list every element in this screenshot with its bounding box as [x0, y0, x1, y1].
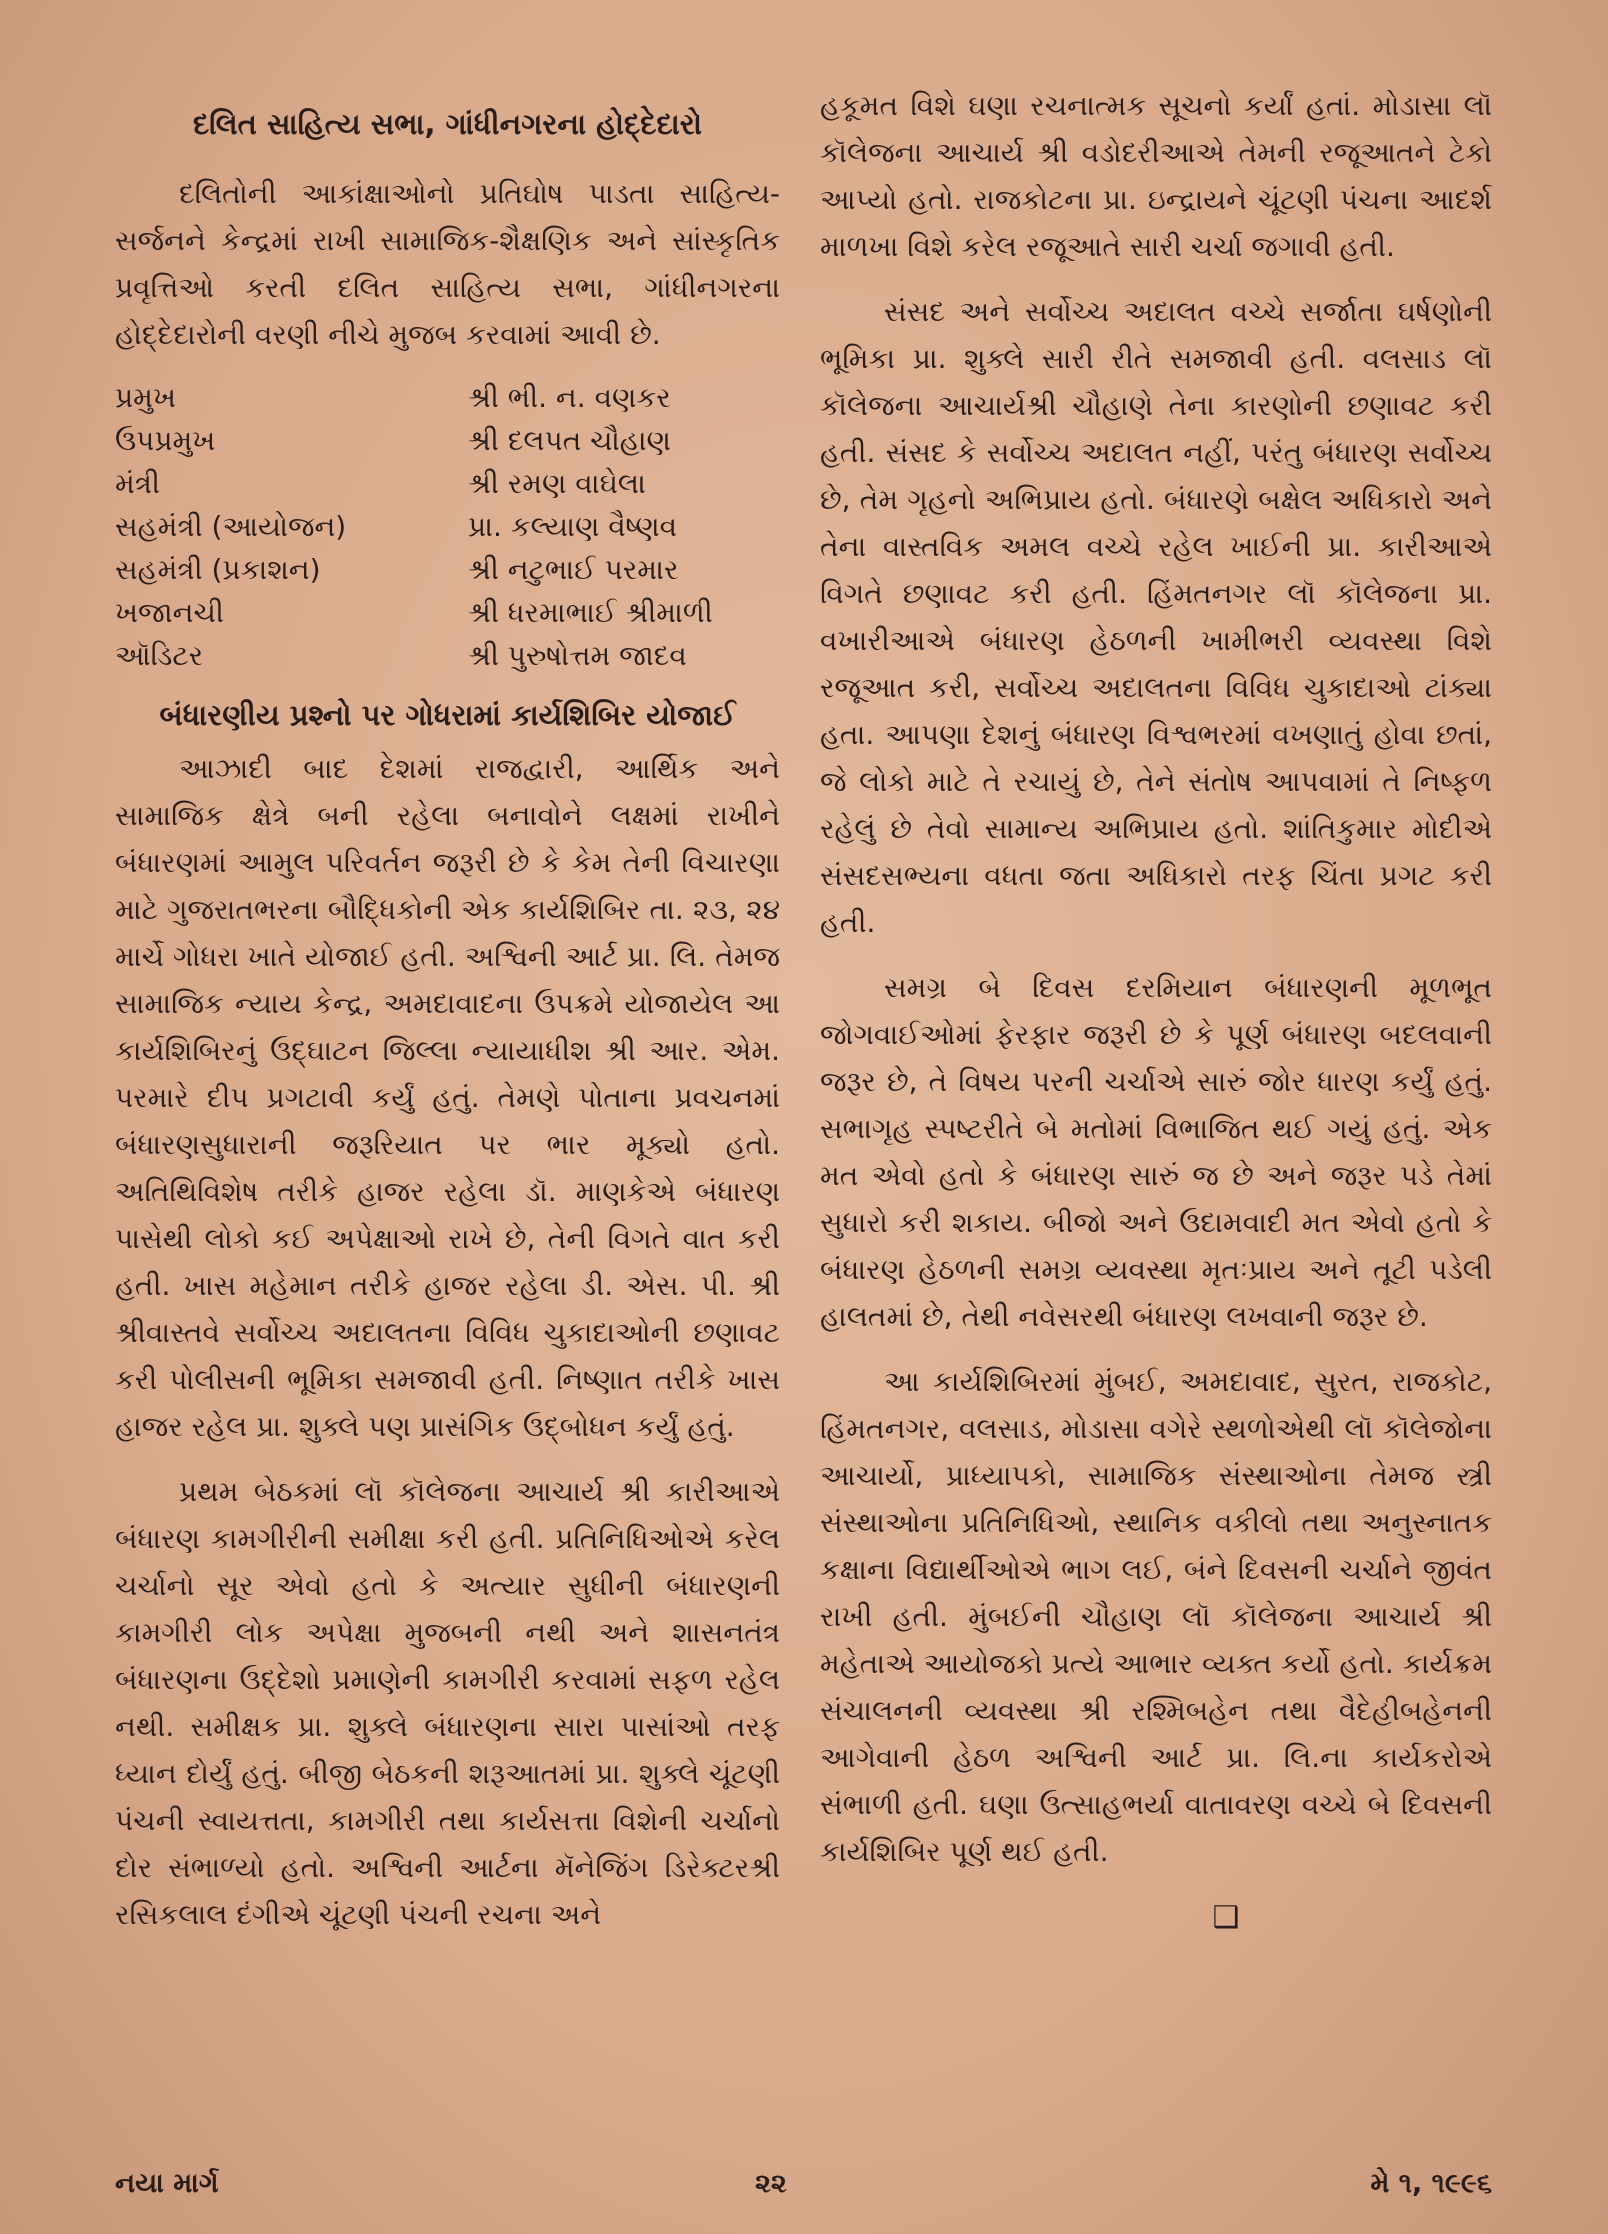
section-heading-office-bearers: દલિત સાહિત્ય સભા, ગાંધીનગરના હોદ્દેદારો: [192, 107, 703, 141]
body-paragraph: આ કાર્યશિબિરમાં મુંબઈ, અમદાવાદ, સુરત, રાજકોટ, હિંમતનગર, વલસાડ, મોડાસા વગેરે સ્થળોએથી લૉ કૉલેજોના આચાર્યો, પ્રાધ્યાપકો, સામાજિક સંસ્થાઓના તેમજ સ્ત્રી સંસ્થાઓના પ્રતિનિધિઓ, સ્થાનિક વકીલો તથા અનુસ્નાતક કક્ષાના વિદ્યાર્થીઓએ ભાગ લઈ, બંને દિવસની ચર્ચાને જીવંત રાખી હતી. મુંબઈની ચૌહાણ લૉ કૉલેજના આચાર્ય શ્રી મહેતાએ આયોજકો પ્રત્યે આભાર વ્યક્ત કર્યો હતો. કાર્યક્રમ સંચાલનની વ્યવસ્થા શ્રી રશ્મિબહેન તથા વૈદેહીબહેનની આગેવાની હેઠળ અશ્વિની આર્ટ પ્રા. લિ.ના કાર્યકરોએ સંભાળી હતી. ઘણા ઉત્સાહભર્યા વાતાવરણ વચ્ચે બે દિવસની કાર્યશિબિર પૂર્ણ થઈ હતી.: [820, 1365, 1492, 1868]
bearer-role: ઉપપ્રમુખ: [115, 424, 216, 457]
intro-paragraph: દલિતોની આકાંક્ષાઓનો પ્રતિઘોષ પાડતા સાહિત્ય-સર્જનને કેન્દ્રમાં રાખી સામાજિક-શૈક્ષણિક અને સાંસ્કૃતિક પ્રવૃત્તિઓ કરતી દલિત સાહિત્ય સભા, ગાંધીનગરના હોદ્દેદારોની વરણી નીચે મુજબ કરવામાં આવી છે.: [115, 177, 780, 351]
issue-date: મે ૧, ૧૯૯૬: [1370, 2168, 1492, 2199]
bearer-role: મંત્રી: [115, 467, 160, 500]
section-heading-workshop: બંધારણીય પ્રશ્નો પર ગોધરામાં કાર્યશિબિર યોજાઈ: [159, 698, 736, 732]
office-bearers-list: [115, 376, 780, 677]
magazine-name: નયા માર્ગ: [115, 2168, 219, 2199]
end-of-article-mark: ❑: [1212, 1900, 1240, 1935]
body-paragraph-continued: હકૂમત વિશે ઘણા રચનાત્મક સૂચનો કર્યાં હતાં. મોડાસા લૉ કૉલેજના આચાર્ય શ્રી વડોદરીઆએ તેમની રજૂઆતને ટેકો આપ્યો હતો. રાજકોટના પ્રા. ઇન્દ્રાયને ચૂંટણી પંચના આદર્શ માળખા વિશે કરેલ રજૂઆતે સારી ચર્ચા જગાવી હતી.: [820, 89, 1492, 263]
right-column: [820, 82, 1492, 2145]
bearer-name: શ્રી ભી. ન. વણકર: [468, 381, 671, 414]
bearer-role: ખજાનચી: [115, 596, 224, 629]
body-paragraph: સંસદ અને સર્વોચ્ચ અદાલત વચ્ચે સર્જાતા ઘર્ષણોની ભૂમિકા પ્રા. શુક્લે સારી રીતે સમજાવી હતી. વલસાડ લૉ કૉલેજના આચાર્યશ્રી ચૌહાણે તેના કારણોની છણાવટ કરી હતી. સંસદ કે સર્વોચ્ચ અદાલત નહીં, પરંતુ બંધારણ સર્વોચ્ચ છે, તેમ ગૃહનો અભિપ્રાય હતો. બંધારણે બક્ષેલ અધિકારો અને તેના વાસ્તવિક અમલ વચ્ચે રહેલ ખાઈની પ્રા. કારીઆએ વિગતે છણાવટ કરી હતી. હિંમતનગર લૉ કૉલેજના પ્રા. વખારીઆએ બંધારણ હેઠળની ખામીભરી વ્યવસ્થા વિશે રજૂઆત કરી, સર્વોચ્ચ અદાલતના વિવિધ ચુકાદાઓ ટાંક્યા હતા. આપણા દેશનું બંધારણ વિશ્વભરમાં વખણાતું હોવા છતાં, જે લોકો માટે તે રચાયું છે, તેને સંતોષ આપવામાં તે નિષ્ફળ રહેલું છે તેવો સામાન્ય અભિપ્રાય હતો. શાંતિકુમાર મોદીએ સંસદસભ્યના વધતા જતા અધિકારો તરફ ચિંતા પ્રગટ કરી હતી.: [820, 295, 1492, 939]
bearer-role: સહમંત્રી (પ્રકાશન): [115, 553, 321, 586]
bearer-name: શ્રી પુરુષોત્તમ જાદવ: [468, 639, 687, 672]
body-paragraph: આઝાદી બાદ દેશમાં રાજદ્વારી, આર્થિક અને સામાજિક ક્ષેત્રે બની રહેલા બનાવોને લક્ષમાં રાખીને બંધારણમાં આમુલ પરિવર્તન જરૂરી છે કે કેમ તેની વિચારણા માટે ગુજરાતભરના બૌદ્ધિકોની એક કાર્યશિબિર તા. ૨૩, ૨૪ માર્ચે ગોધરા ખાતે યોજાઈ હતી. અશ્વિની આર્ટ પ્રા. લિ. તેમજ સામાજિક ન્યાય કેન્દ્ર, અમદાવાદના ઉપક્રમે યોજાયેલ આ કાર્યશિબિરનું ઉદ્ઘાટન જિલ્લા ન્યાયાધીશ શ્રી આર. એમ. પરમારે દીપ પ્રગટાવી કર્યું હતું. તેમણે પોતાના પ્રવચનમાં બંધારણસુધારાની જરૂરિયાત પર ભાર મૂક્યો હતો. અતિથિવિશેષ તરીકે હાજર રહેલા ડૉ. માણકેએ બંધારણ પાસેથી લોકો કઈ અપેક્ષાઓ રાખે છે, તેની વિગતે વાત કરી હતી. ખાસ મહેમાન તરીકે હાજર રહેલા ડી. એસ. પી. શ્રી શ્રીવાસ્તવે સર્વોચ્ચ અદાલતના વિવિધ ચુકાદાઓની છણાવટ કરી પોલીસની ભૂમિકા સમજાવી હતી. નિષ્ણાત તરીકે ખાસ હાજર રહેલ પ્રા. શુક્લે પણ પ્રાસંગિક ઉદ્બોધન કર્યું હતું.: [115, 752, 780, 1443]
bearer-role: પ્રમુખ: [115, 381, 176, 414]
page-number: ૨૨: [755, 2168, 787, 2199]
bearer-name: શ્રી ધરમાભાઈ શ્રીમાળી: [468, 596, 713, 629]
bearer-role: સહમંત્રી (આયોજન): [115, 510, 347, 543]
bearer-name: શ્રી દલપત ચૌહાણ: [468, 424, 671, 457]
bearer-name: પ્રા. કલ્યાણ વૈષ્ણવ: [468, 510, 678, 543]
left-column: [115, 100, 780, 2145]
page-footer: [115, 2160, 1492, 2208]
body-paragraph: પ્રથમ બેઠકમાં લૉ કૉલેજના આચાર્ય શ્રી કારીઆએ બંધારણ કામગીરીની સમીક્ષા કરી હતી. પ્રતિનિધિઓએ કરેલ ચર્ચાનો સૂર એવો હતો કે અત્યાર સુધીની બંધારણની કામગીરી લોક અપેક્ષા મુજબની નથી અને શાસનતંત્ર બંધારણના ઉદ્દેશો પ્રમાણેની કામગીરી કરવામાં સફળ રહેલ નથી. સમીક્ષક પ્રા. શુક્લે બંધારણના સારા પાસાંઓ તરફ ધ્યાન દોર્યું હતું. બીજી બેઠકની શરૂઆતમાં પ્રા. શુક્લે ચૂંટણી પંચની સ્વાયત્તતા, કામગીરી તથા કાર્યસત્તા વિશેની ચર્ચાનો દોર સંભાળ્યો હતો. અશ્વિની આર્ટના મૅનેજિંગ ડિરેક્ટરશ્રી રસિકલાલ દંગીએ ચૂંટણી પંચની રચના અને: [115, 1475, 780, 1931]
body-paragraph: સમગ્ર બે દિવસ દરમિયાન બંધારણની મૂળભૂત જોગવાઈઓમાં ફેરફાર જરૂરી છે કે પૂર્ણ બંધારણ બદલવાની જરૂર છે, તે વિષય પરની ચર્ચાએ સારું જોર ધારણ કર્યું હતું. સભાગૃહ સ્પષ્ટરીતે બે મતોમાં વિભાજિત થઈ ગયું હતું. એક મત એવો હતો કે બંધારણ સારું જ છે અને જરૂર પડે તેમાં સુધારો કરી શકાય. બીજો અને ઉદામવાદી મત એવો હતો કે બંધારણ હેઠળની સમગ્ર વ્યવસ્થા મૃતઃપ્રાય અને તૂટી પડેલી હાલતમાં છે, તેથી નવેસરથી બંધારણ લખવાની જરૂર છે.: [820, 971, 1492, 1333]
bearer-name: શ્રી નટુભાઈ પરમાર: [468, 553, 679, 586]
bearer-role: ઑડિટર: [115, 639, 204, 672]
bearer-name: શ્રી રમણ વાઘેલા: [468, 467, 646, 500]
